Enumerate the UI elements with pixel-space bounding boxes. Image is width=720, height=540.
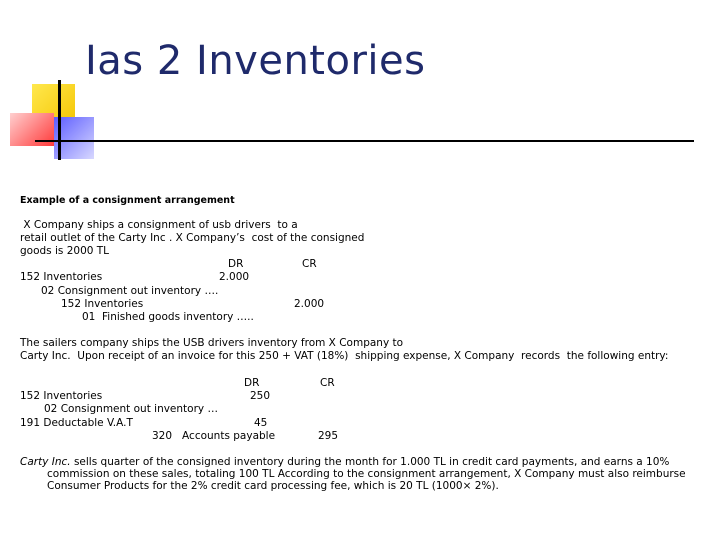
entry2-row4-cr: 295 <box>318 430 339 442</box>
paragraph3-lead: Carty Inc. <box>20 456 71 468</box>
title-underline <box>35 140 694 142</box>
entry2-row3-dr: 45 <box>254 417 268 429</box>
entry2-row4-account: 320 Accounts payable <box>152 430 276 442</box>
slide-title: Ias 2 Inventories <box>85 38 426 84</box>
entry2-row1-account: 152 Inventories <box>20 390 103 402</box>
entry1-row2-account: 02 Consignment out inventory …. <box>41 285 219 297</box>
logo-vertical-line <box>58 80 61 160</box>
entry1-dr-header: DR <box>228 258 244 270</box>
entry2-dr-header: DR <box>244 377 260 389</box>
entry2-row1-dr: 250 <box>250 390 271 402</box>
intro-line-3: goods is 2000 TL <box>20 245 110 257</box>
entry1-row3-account: 152 Inventories <box>61 298 144 310</box>
entry1-row3-cr: 2.000 <box>294 298 325 310</box>
entry2-row3-account: 191 Deductable V.A.T <box>20 417 133 429</box>
entry1-cr-header: CR <box>302 258 317 270</box>
paragraph3 <box>20 456 720 492</box>
paragraph2-line-1: The sailers company ships the USB drivers inventory from X Company to <box>20 337 404 349</box>
intro-line-1: X Company ships a consignment of usb drivers to a <box>20 219 298 231</box>
example-heading: Example of a consignment arrangement <box>20 195 235 206</box>
entry2-row2-account: 02 Consignment out inventory … <box>44 403 218 415</box>
entry2-cr-header: CR <box>320 377 335 389</box>
entry1-row1-dr: 2.000 <box>219 271 250 283</box>
entry1-row1-account: 152 Inventories <box>20 271 103 283</box>
paragraph2-line-2: Carty Inc. Upon receipt of an invoice for this 250 + VAT (18%) shipping expense, X Company records the following entry: <box>20 350 669 362</box>
paragraph3-rest: sells quarter of the consigned inventory during the month for 1.000 TL in credit card payments, and earns a 10% commission on these sales, totaling 100 TL According to the consignment arrangement, X Company must also reimburse Consumer Products for the 2% credit card processing fee, which is 20 TL (1000× 2%). <box>47 456 686 492</box>
entry1-row4-account: 01 Finished goods inventory ….. <box>82 311 254 323</box>
intro-line-2: retail outlet of the Carty Inc . X Company’s cost of the consigned <box>20 232 365 244</box>
